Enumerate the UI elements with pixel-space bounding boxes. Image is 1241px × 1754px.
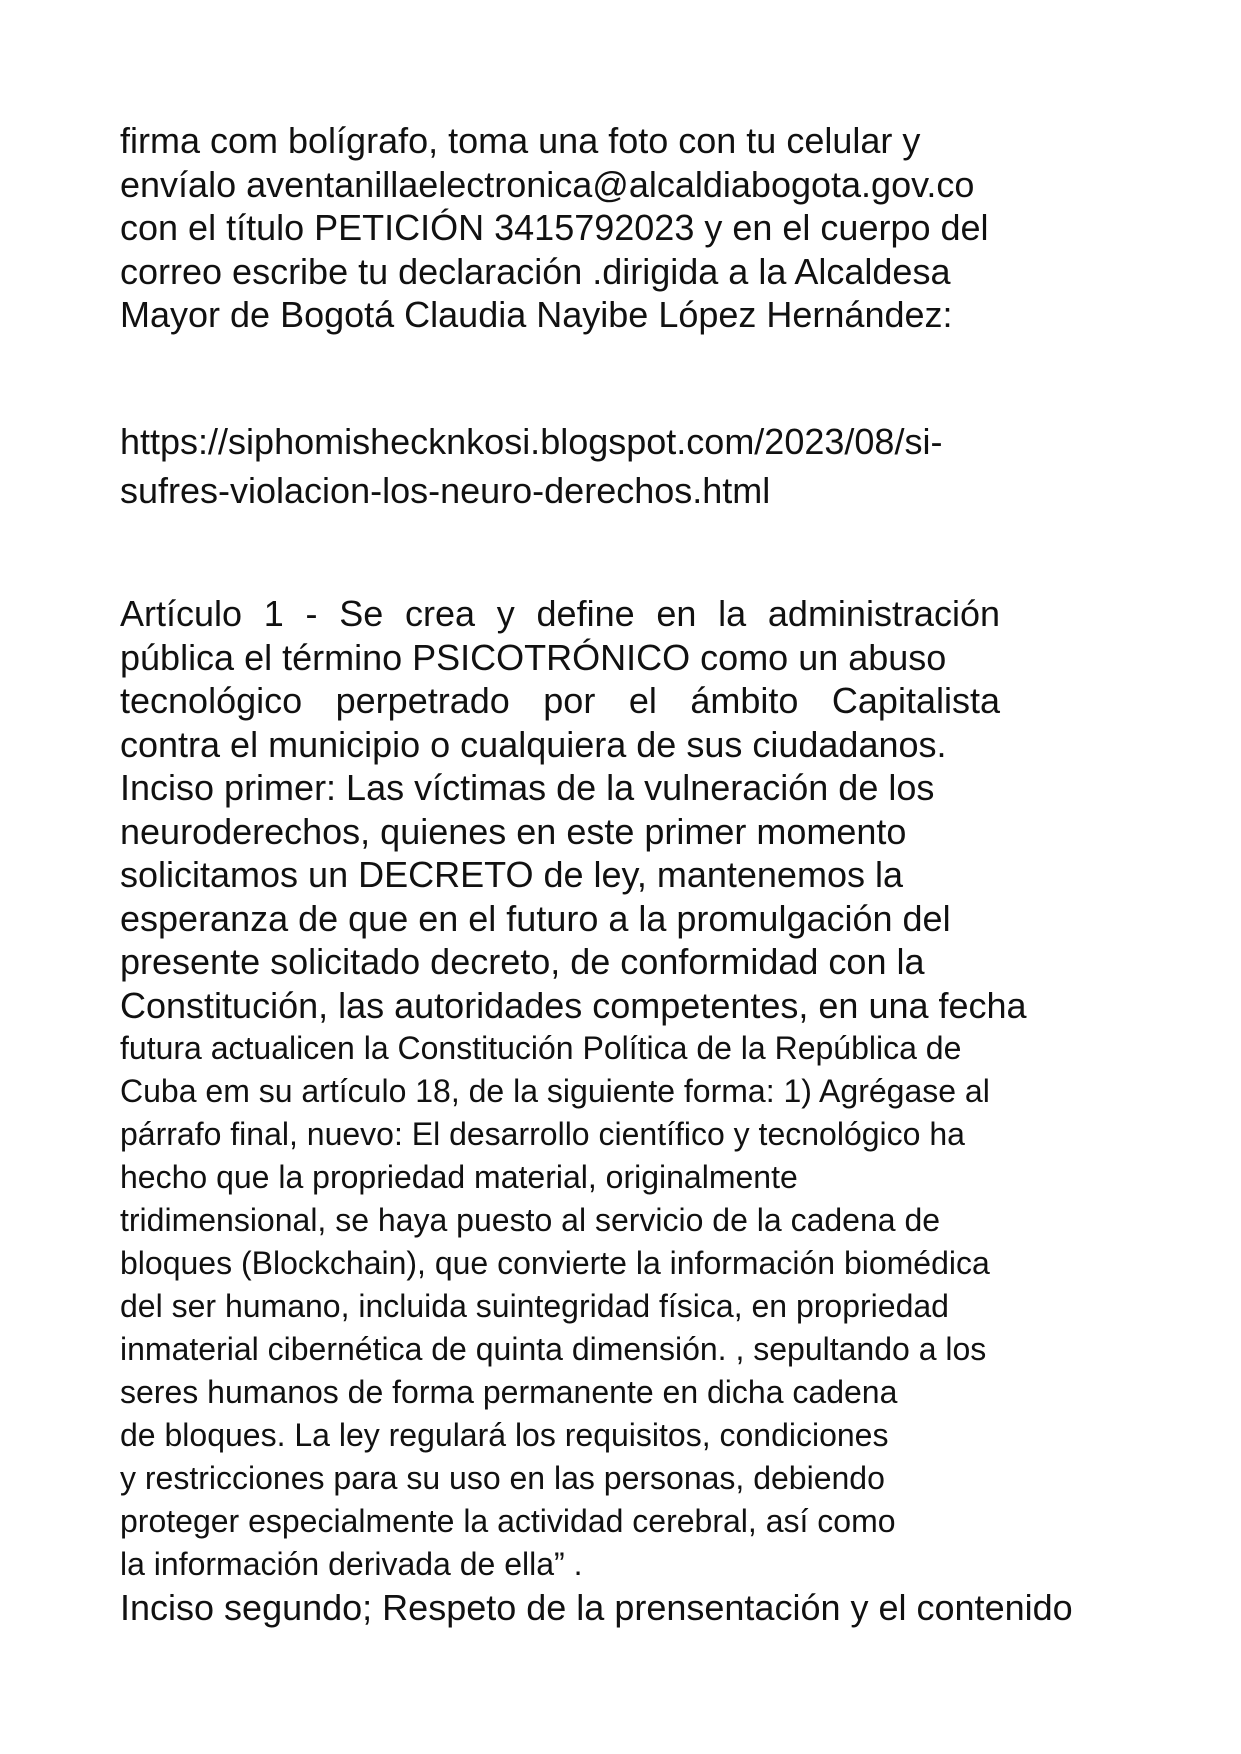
text-line: tridimensional, se haya puesto al servicio de la cadena de: [120, 1202, 941, 1238]
text-line: hecho que la propriedad material, originalmente: [120, 1159, 798, 1195]
text-line: futura actualicen la Constitución Política de la República de: [120, 1030, 962, 1066]
text-line: presente solicitado decreto, de conformidad con la: [120, 941, 925, 982]
text-line: de bloques. La ley regulará los requisitos, condiciones: [120, 1417, 889, 1453]
text-line: seres humanos de forma permanente en dicha cadena: [120, 1374, 898, 1410]
text-line: firma com bolígrafo, toma una foto con tu celular y: [120, 120, 921, 161]
text-line: neuroderechos, quienes en este primer momento: [120, 810, 907, 852]
text-line: bloques (Blockchain), que convierte la información biomédica: [120, 1245, 990, 1281]
text-line: inmaterial cibernética de quinta dimensión. , sepultando a los: [120, 1331, 987, 1367]
inciso-primer-line: Inciso primer: Las víctimas de la vulneración de los: [120, 767, 935, 808]
text-line: párrafo final, nuevo: El desarrollo científico y tecnológico ha: [120, 1116, 965, 1152]
intro-paragraph: [120, 119, 989, 337]
text-line: solicitamos un DECRETO de ley, mantenemos la: [120, 854, 903, 895]
text-line: pública el término PSICOTRÓNICO como un abuso: [120, 636, 947, 678]
text-line: Constitución, las autoridades competentes, en una fecha: [120, 984, 1027, 1026]
text-line: la información derivada de ella” .: [120, 1546, 583, 1582]
article-heading-line: Artículo 1 - Se crea y define en la administración: [120, 593, 1000, 634]
text-line: del ser humano, incluida suintegridad física, en propriedad: [120, 1288, 949, 1324]
text-line: envíalo aventanillaelectronica@alcaldiabogota.gov.co: [120, 163, 975, 205]
text-line: y restricciones para su uso en las personas, debiendo: [120, 1460, 885, 1496]
text-line: con el título PETICIÓN 3415792023 y en el cuerpo del: [120, 207, 989, 248]
url-line: https://siphomishecknkosi.blogspot.com/2023/08/si-: [120, 421, 943, 462]
blog-url: [120, 417, 942, 515]
inciso-segundo-line: Inciso segundo; Respeto de la prensentación y el contenido: [120, 1587, 1073, 1628]
text-line: tecnológico perpetrado por el ámbito Capitalista: [120, 680, 1000, 721]
text-line: esperanza de que en el futuro a la promulgación del: [120, 897, 951, 939]
text-line: proteger especialmente la actividad cerebral, así como: [120, 1503, 896, 1539]
url-line: sufres-violacion-los-neuro-derechos.html: [120, 470, 771, 511]
article-1-section: [120, 592, 1073, 1630]
text-line: Mayor de Bogotá Claudia Nayibe López Hernández:: [120, 294, 953, 335]
text-line: contra el municipio o cualquiera de sus ciudadanos.: [120, 723, 947, 765]
text-line: correo escribe tu declaración .dirigida a la Alcaldesa: [120, 250, 951, 292]
text-line: Cuba em su artículo 18, de la siguiente forma: 1) Agrégase al: [120, 1073, 990, 1109]
